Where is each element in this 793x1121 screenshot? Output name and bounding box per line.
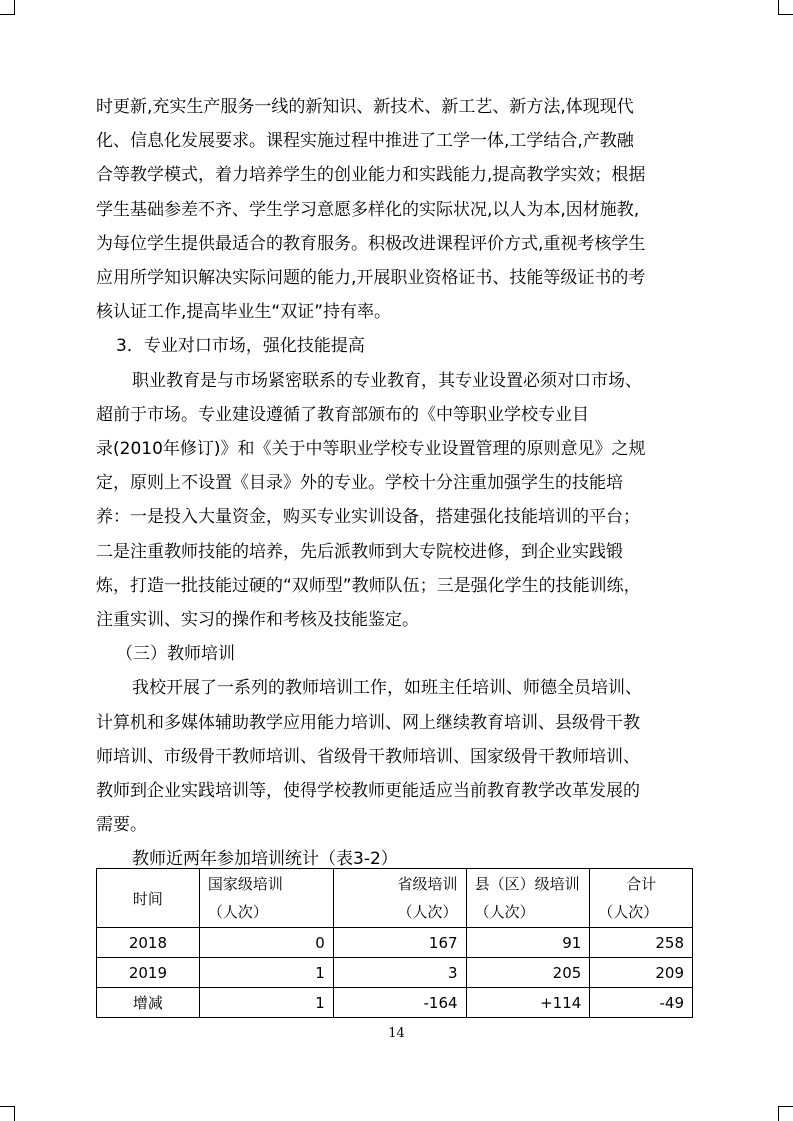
header-total [590, 869, 693, 928]
body-line: 录(2010年修订)》和《关于中等职业学校专业设置管理的原则意见》之规 [96, 439, 646, 460]
cell-total: 209 [590, 958, 693, 988]
header-provincial-title: 省级培训 [397, 875, 458, 893]
body-line: 核认证工作,提高毕业生“双证”持有率。 [96, 302, 392, 323]
crop-mark-top-right [778, 0, 793, 15]
header-time [97, 869, 200, 928]
cell-time: 增减 [97, 988, 200, 1018]
header-provincial-unit: （人次） [397, 903, 458, 921]
training-stats-table [96, 868, 693, 1018]
body-line: 我校开展了一系列的教师培训工作，如班主任培训、师德全员培训、 [132, 678, 642, 699]
cell-provincial: -164 [333, 988, 466, 1018]
table-row [97, 988, 693, 1018]
cell-provincial: 167 [333, 928, 466, 958]
cell-total: 258 [590, 928, 693, 958]
cell-national: 0 [199, 928, 333, 958]
cell-provincial: 3 [333, 958, 466, 988]
body-line: 超前于市场。专业建设遵循了教育部颁布的《中等职业学校专业目 [96, 404, 589, 425]
crop-mark-top-left [0, 0, 15, 15]
cell-county: +114 [466, 988, 590, 1018]
header-national-title: 国家级培训 [207, 875, 283, 893]
body-line: 教师到企业实践培训等，使得学校教师更能适应当前教育教学改革发展的 [96, 781, 640, 802]
cell-time: 2018 [97, 928, 200, 958]
crop-mark-bottom-right [778, 1106, 793, 1121]
header-county-unit: （人次） [474, 903, 535, 921]
cell-county: 91 [466, 928, 590, 958]
table-row [97, 958, 693, 988]
header-provincial [333, 869, 466, 928]
table-caption: 教师近两年参加培训统计（表3-2） [132, 849, 398, 870]
table-row [97, 928, 693, 958]
body-line: 定，原则上不设置《目录》外的专业。学校十分注重加强学生的技能培 [96, 473, 623, 494]
cell-national: 1 [199, 958, 333, 988]
header-national-unit: （人次） [207, 903, 268, 921]
header-national [199, 869, 333, 928]
header-county [466, 869, 590, 928]
cell-time: 2019 [97, 958, 200, 988]
body-line: 为每位学生提供最适合的教育服务。积极改进课程评价方式,重视考核学生 [96, 233, 646, 254]
page-number: 14 [388, 1026, 405, 1041]
body-line: 注重实训、实习的操作和考核及技能鉴定。 [96, 610, 419, 631]
body-line: 应用所学知识解决实际问题的能力,开展职业资格证书、技能等级证书的考 [96, 268, 646, 289]
section-heading: 3．专业对口市场，强化技能提高 [116, 336, 365, 357]
cell-total: -49 [590, 988, 693, 1018]
header-county-title: 县（区）级培训 [474, 875, 580, 893]
body-line: 二是注重教师技能的培养，先后派教师到大专院校进修，到企业实践锻 [96, 541, 623, 562]
body-line: 炼，打造一批技能过硬的“双师型”教师队伍；三是强化学生的技能训练， [96, 575, 641, 596]
table-header-row [97, 869, 693, 928]
body-line: 学生基础参差不齐、学生学习意愿多样化的实际状况,以人为本,因材施教, [96, 199, 640, 220]
body-line: 合等教学模式，着力培养学生的创业能力和实践能力,提高教学实效；根据 [96, 165, 646, 186]
page-body [96, 90, 696, 877]
section-heading: （三）教师培训 [116, 644, 235, 665]
body-line: 时更新,充实生产服务一线的新知识、新技术、新工艺、新方法,体现现代 [96, 97, 634, 117]
cell-county: 205 [466, 958, 590, 988]
header-total-unit: （人次） [598, 903, 659, 921]
header-time-label: 时间 [132, 889, 163, 908]
crop-mark-bottom-left [0, 1106, 15, 1121]
body-line: 职业教育是与市场紧密联系的专业教育，其专业设置必须对口市场、 [132, 370, 642, 391]
body-line: 化、信息化发展要求。课程实施过程中推进了工学一体,工学结合,产教融 [96, 131, 634, 152]
body-line: 养：一是投入大量资金，购买专业实训设备，搭建强化技能培训的平台； [96, 507, 640, 528]
header-total-title: 合计 [626, 875, 657, 893]
body-line: 需要。 [96, 815, 147, 836]
cell-national: 1 [199, 988, 333, 1018]
body-line: 计算机和多媒体辅助教学应用能力培训、网上继续教育培训、县级骨干教 [96, 712, 640, 733]
body-line: 师培训、市级骨干教师培训、省级骨干教师培训、国家级骨干教师培训、 [96, 746, 640, 767]
